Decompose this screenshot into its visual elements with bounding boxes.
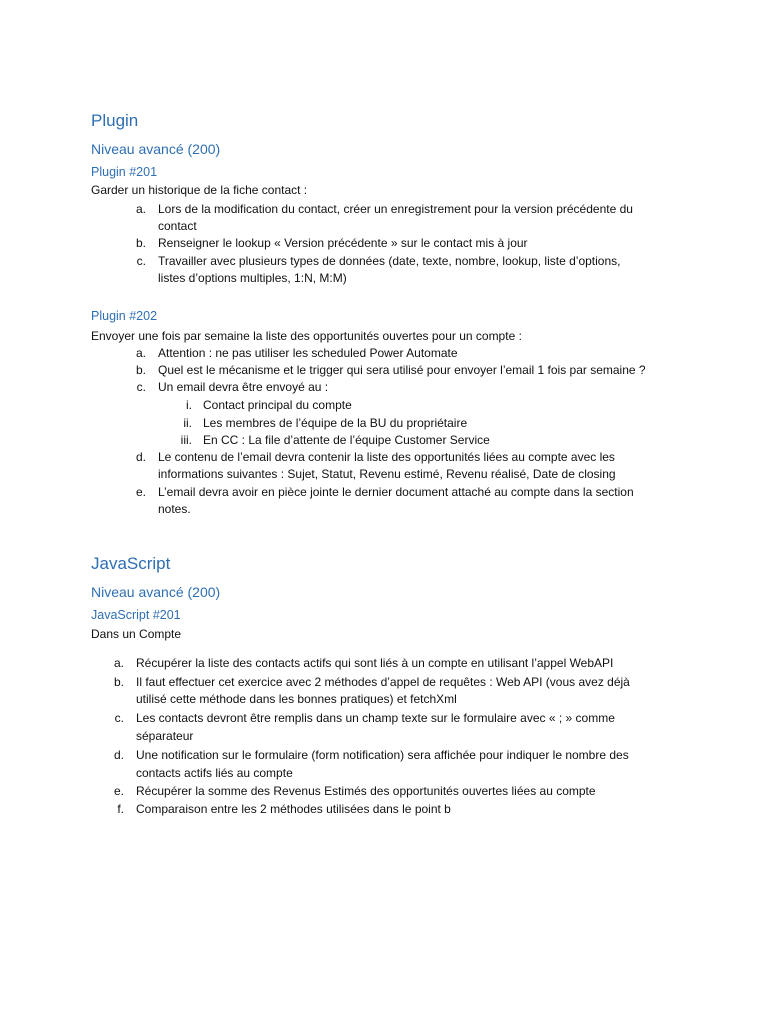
sublist-item-text: Les membres de l’équipe de la BU du propriétaire	[203, 416, 468, 430]
sublist-item-text: Contact principal du compte	[203, 398, 352, 412]
list-item-text: Un email devra être envoyé au :	[158, 380, 329, 394]
list-item-text: Le contenu de l’email devra contenir la liste des opportunités liées au compte avec les	[158, 450, 615, 464]
list-item-text: Il faut effectuer cet exercice avec 2 méthodes d’appel de requêtes : Web API (vous avez déjà	[136, 675, 630, 689]
sublist-marker: iii.	[180, 433, 192, 447]
list-marker: c.	[114, 711, 124, 725]
list-marker: b.	[113, 675, 124, 689]
list-item-text: Comparaison entre les 2 méthodes utilisées dans le point b	[136, 802, 451, 816]
sublist-item-text: En CC : La file d’attente de l’équipe Customer Service	[203, 433, 490, 447]
exercise-intro: Envoyer une fois par semaine la liste des opportunités ouvertes pour un compte :	[91, 329, 522, 343]
exercise-intro: Dans un Compte	[91, 627, 182, 641]
exercise-heading-plugin-202: Plugin #202	[91, 309, 158, 323]
list-item-text: Récupérer la liste des contacts actifs qui sont liés à un compte en utilisant l’appel WebAPI	[136, 656, 614, 670]
list-marker: d.	[135, 450, 146, 464]
list-marker: e.	[113, 784, 124, 798]
list-item-text: Quel est le mécanisme et le trigger qui sera utilisé pour envoyer l’email 1 fois par semaine ?	[158, 363, 646, 377]
list-marker: c.	[136, 380, 146, 394]
list-item-text: Renseigner le lookup « Version précédente » sur le contact mis à jour	[158, 236, 528, 250]
list-marker: c.	[136, 254, 146, 268]
list-item-text: contact	[158, 219, 197, 233]
list-marker: e.	[135, 485, 146, 499]
list-item-text: Lors de la modification du contact, créer un enregistrement pour la version précédente du	[158, 202, 633, 216]
list-marker: b.	[135, 363, 146, 377]
section-title-plugin: Plugin	[91, 111, 139, 130]
list-item-text: Une notification sur le formulaire (form notification) sera affichée pour indiquer le nombre des	[136, 748, 629, 762]
list-marker: f.	[117, 802, 124, 816]
list-marker: a.	[135, 202, 146, 216]
exercise-heading-plugin-201: Plugin #201	[91, 165, 158, 179]
list-item-text: Récupérer la somme des Revenus Estimés des opportunités ouvertes liées au compte	[136, 784, 596, 798]
sublist-marker: i.	[186, 398, 192, 412]
list-marker: d.	[113, 748, 124, 762]
list-item-text: utilisé cette méthode dans les bonnes pratiques) et fetchXml	[136, 692, 457, 706]
exercise-intro: Garder un historique de la fiche contact :	[91, 183, 308, 197]
list-marker: a.	[135, 346, 146, 360]
section-title-javascript: JavaScript	[91, 554, 171, 573]
level-heading-javascript: Niveau avancé (200)	[91, 584, 221, 600]
list-item-text: Travailler avec plusieurs types de données (date, texte, nombre, lookup, liste d’options,	[158, 254, 621, 268]
list-item-text: L’email devra avoir en pièce jointe le dernier document attaché au compte dans la section	[158, 485, 634, 499]
list-item-text: listes d’options multiples, 1:N, M:M)	[158, 271, 347, 285]
sublist-marker: ii.	[183, 416, 192, 430]
list-marker: a.	[113, 656, 124, 670]
list-item-text: informations suivantes : Sujet, Statut, Revenu estimé, Revenu réalisé, Date de closing	[158, 467, 616, 481]
list-marker: b.	[135, 236, 146, 250]
level-heading-plugin: Niveau avancé (200)	[91, 141, 221, 157]
list-item-text: séparateur	[136, 729, 194, 743]
list-item-text: notes.	[158, 502, 191, 516]
list-item-text: Attention : ne pas utiliser les scheduled Power Automate	[158, 346, 458, 360]
list-item-text: contacts actifs liés au compte	[136, 766, 293, 780]
exercise-heading-javascript-201: JavaScript #201	[91, 608, 181, 622]
list-item-text: Les contacts devront être remplis dans un champ texte sur le formulaire avec « ; » comme	[136, 711, 615, 725]
